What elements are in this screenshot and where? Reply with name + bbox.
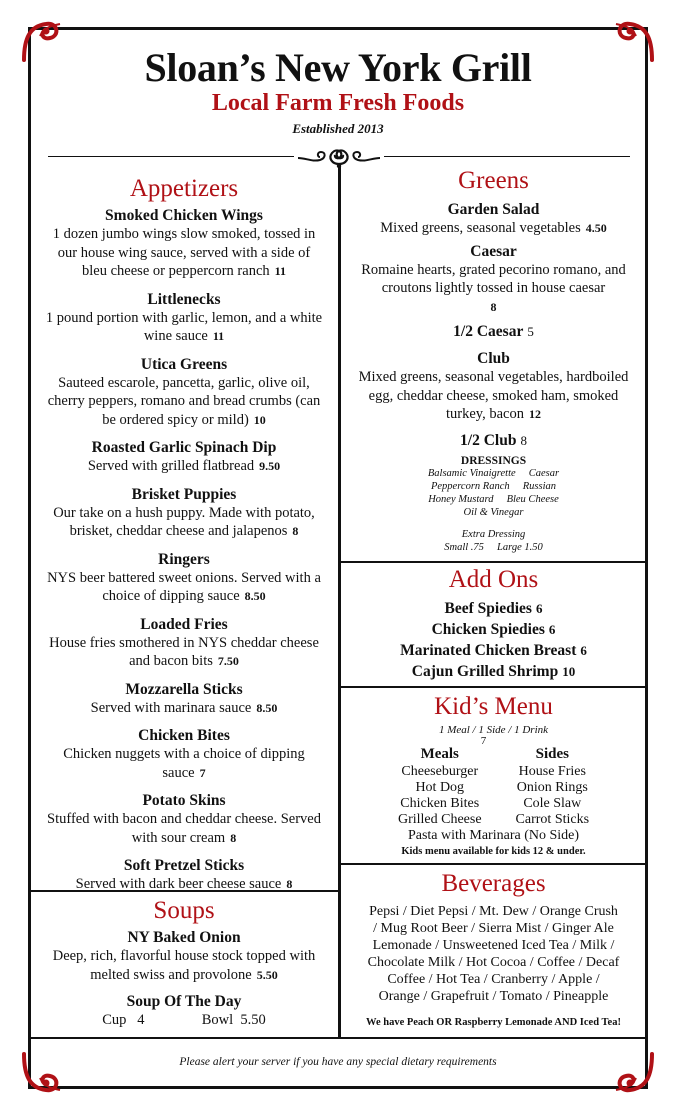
menu-item-desc-text: Sauteed escarole, pancetta, garlic, olive oil, cherry peppers, romano and bread crumbs (can be ordered spicy or mild) — [47, 374, 321, 428]
kids-meal-item: Grilled Cheese — [397, 812, 482, 827]
beverage-line: Coffee / Hot Tea / Cranberry / Apple / — [387, 972, 600, 987]
menu-item-desc-text: Served with marinara sauce — [90, 699, 252, 716]
beverages-heading: Beverages — [441, 870, 546, 897]
kids-meals-column — [398, 745, 482, 828]
kids-menu-heading: Kid’s Menu — [434, 693, 553, 720]
soups-section — [30, 890, 340, 1037]
addon-item — [351, 641, 636, 660]
menu-item-name: Brisket Puppies — [131, 485, 237, 503]
menu-item-desc-text: NYS beer battered sweet onions. Served with a choice of dipping sauce — [47, 569, 321, 604]
menu-item-description — [44, 699, 324, 718]
menu-item-name: Smoked Chicken Wings — [105, 207, 263, 224]
menu-item-name: Ringers — [158, 550, 210, 568]
menu-item-name: Utica Greens — [140, 355, 228, 373]
menu-item-name: NY Baked Onion — [127, 929, 241, 946]
menu-item-description: Mixed greens, seasonal vegetables 4.50 — [380, 220, 607, 236]
kids-columns — [351, 745, 636, 828]
menu-item-description — [44, 309, 324, 346]
menu-item-name: Loaded Fries — [140, 615, 228, 633]
menu-item-half: 1/2 Caesar 5 — [453, 323, 534, 340]
menu-item-desc-text: Served with grilled flatbread — [87, 458, 255, 474]
menu-item-description — [44, 745, 324, 782]
extra-dressing-label: Extra Dressing — [461, 528, 526, 540]
kids-pasta: Pasta with Marinara (No Side) — [407, 828, 580, 843]
menu-item-price: 5.50 — [256, 967, 278, 982]
dressing-row: Peppercorn Ranch Russian — [430, 480, 556, 492]
addons-heading: Add Ons — [448, 566, 539, 593]
menu-item-name: Soft Pretzel Sticks — [123, 857, 245, 874]
beverages-note: We have Peach OR Raspberry Lemonade AND Iced Tea! — [366, 1017, 621, 1028]
menu-item-desc-text: 1 dozen jumbo wings slow smoked, tossed in our house wing sauce, served with a side of bleu cheese or peppercorn ranch — [52, 226, 316, 279]
menu-item-name: Caesar — [470, 242, 517, 260]
kids-meals-heading: Meals — [420, 746, 459, 762]
menu-item-half: 1/2 Club 8 — [460, 431, 527, 449]
menu-item-description: Mixed greens, seasonal vegetables, hardboiled egg, cheddar cheese, smoked ham, smoked turkey, bacon 12 — [358, 369, 629, 422]
menu-item-description: Deep, rich, flavorful house stock topped with melted swiss and provolone 5.50 — [52, 948, 316, 983]
soups-heading: Soups — [153, 897, 215, 924]
menu-item-price: 7 — [199, 765, 206, 780]
menu-item-desc-text: Served with dark beer cheese sauce — [75, 876, 282, 892]
addon-item — [351, 620, 636, 639]
appetizers-section — [30, 164, 340, 892]
menu-item-name: Soup Of The Day — [126, 993, 242, 1010]
dietary-notice: Please alert your server if you have any special dietary requirements — [179, 1056, 497, 1068]
dressing-row: Oil & Vinegar — [463, 506, 524, 518]
menu-item-price: 8.50 — [244, 589, 266, 603]
menu-item-description — [44, 504, 324, 541]
soup-of-day-prices: Cup 4 Bowl 5.50 — [102, 1012, 266, 1028]
menu-item-name: Garden Salad — [447, 201, 540, 218]
kids-side-item: Carrot Sticks — [515, 812, 590, 827]
menu-item-description — [44, 634, 324, 671]
menu-item-price: 8.50 — [256, 700, 278, 715]
dressing-row: Honey Mustard Bleu Cheese — [428, 493, 559, 505]
beverage-line: Orange / Grapefruit / Tomato / Pineapple — [378, 989, 609, 1004]
menu-item-price: 7.50 — [217, 654, 239, 668]
menu-item-price: 11 — [212, 329, 225, 343]
menu-item-name: Chicken Bites — [138, 727, 230, 744]
menu-item-price: 8 — [292, 524, 299, 538]
addon-price: 6 — [580, 643, 587, 658]
addon-price: 10 — [562, 664, 576, 679]
menu-item-description — [44, 374, 324, 430]
kids-sides-heading: Sides — [535, 746, 569, 762]
menu-item-name: Roasted Garlic Spinach Dip — [91, 439, 277, 456]
kids-sides-column — [516, 745, 590, 828]
addon-name: Beef Spiedies — [444, 600, 532, 617]
kids-side-item: House Fries — [518, 764, 586, 779]
restaurant-tagline: Local Farm Fresh Foods — [211, 90, 465, 116]
menu-item-price: 4.50 — [585, 221, 607, 235]
greens-heading: Greens — [458, 167, 529, 194]
menu-item-name: Littlenecks — [147, 290, 221, 308]
footer-divider — [30, 1037, 646, 1039]
menu-item-price: 12 — [528, 407, 541, 421]
menu-item-desc-text: Our take on a hush puppy. Made with potato, brisket, cheddar cheese and jalapenos — [53, 504, 315, 539]
menu-item-price: 11 — [274, 264, 286, 278]
dressing-row: Balsamic Vinaigrette Caesar — [427, 467, 560, 479]
kids-menu-section — [338, 686, 646, 865]
menu-item-name: Potato Skins — [142, 792, 226, 809]
greens-section — [338, 164, 646, 563]
appetizers-heading: Appetizers — [129, 175, 239, 202]
menu-item-price: 8 — [230, 830, 237, 845]
kids-note: Kids menu available for kids 12 & under. — [401, 846, 586, 857]
kids-meal-item: Cheeseburger — [401, 764, 479, 779]
established-date: Established 2013 — [292, 121, 384, 136]
addon-price: 6 — [548, 622, 556, 637]
menu-item-price: 10 — [253, 412, 266, 427]
menu-item-price: 5 — [527, 324, 534, 339]
kids-price: 7 — [480, 735, 487, 747]
menu-item-desc-text: House fries smothered in NYS cheddar cheese and bacon bits — [49, 634, 319, 669]
menu-item-price: 8 — [490, 299, 497, 314]
menu-item-price: 8 — [286, 877, 293, 891]
kids-meal-item: Hot Dog — [415, 780, 465, 795]
menu-item-desc-text: 1 pound portion with garlic, lemon, and a white wine sauce — [45, 309, 323, 344]
menu-item-description — [44, 457, 324, 476]
beverage-line: Lemonade / Unsweetened Iced Tea / Milk / — [372, 938, 615, 953]
addon-name: Chicken Spiedies — [431, 621, 545, 638]
addon-name: Marinated Chicken Breast — [400, 642, 577, 659]
beverage-line: Chocolate Milk / Hot Cocoa / Coffee / Decaf — [367, 955, 620, 970]
menu-item-description: Romaine hearts, grated pecorino romano, and croutons lightly tossed in house caesar — [361, 261, 626, 296]
restaurant-name: Sloan’s New York Grill — [144, 45, 532, 90]
menu-item-description — [44, 810, 324, 847]
extra-dressing-prices: Small .75 Large 1.50 — [444, 541, 543, 553]
addon-item — [351, 599, 636, 618]
beverage-line: / Mug Root Beer / Sierra Mist / Ginger Ale — [373, 921, 614, 936]
dressings-heading: DRESSINGS — [460, 454, 527, 467]
menu-item-description — [44, 569, 324, 606]
beverage-line: Pepsi / Diet Pepsi / Mt. Dew / Orange Crush — [369, 904, 618, 919]
kids-side-item: Onion Rings — [516, 780, 588, 795]
kids-deal: 1 Meal / 1 Side / 1 Drink — [438, 724, 549, 736]
menu-item-description — [44, 225, 324, 281]
kids-meal-item: Chicken Bites — [400, 796, 480, 811]
menu-item-desc-text: Chicken nuggets with a choice of dipping sauce — [63, 746, 305, 781]
kids-side-item: Cole Slaw — [523, 796, 582, 811]
menu-item-desc-text: Stuffed with bacon and cheddar cheese. Served with sour cream — [47, 811, 321, 846]
menu-item-name: Club — [477, 350, 510, 367]
header-divider-left — [48, 156, 294, 157]
addon-name: Cajun Grilled Shrimp — [411, 663, 559, 680]
menu-item-price: 9.50 — [259, 459, 281, 473]
addon-item — [351, 662, 636, 681]
beverages-section — [338, 863, 646, 1037]
menu-item-name: Mozzarella Sticks — [125, 680, 243, 698]
header-divider-right — [384, 156, 630, 157]
menu-item-price: 8 — [520, 432, 527, 448]
addon-price: 6 — [535, 601, 543, 616]
addons-section — [338, 561, 646, 688]
